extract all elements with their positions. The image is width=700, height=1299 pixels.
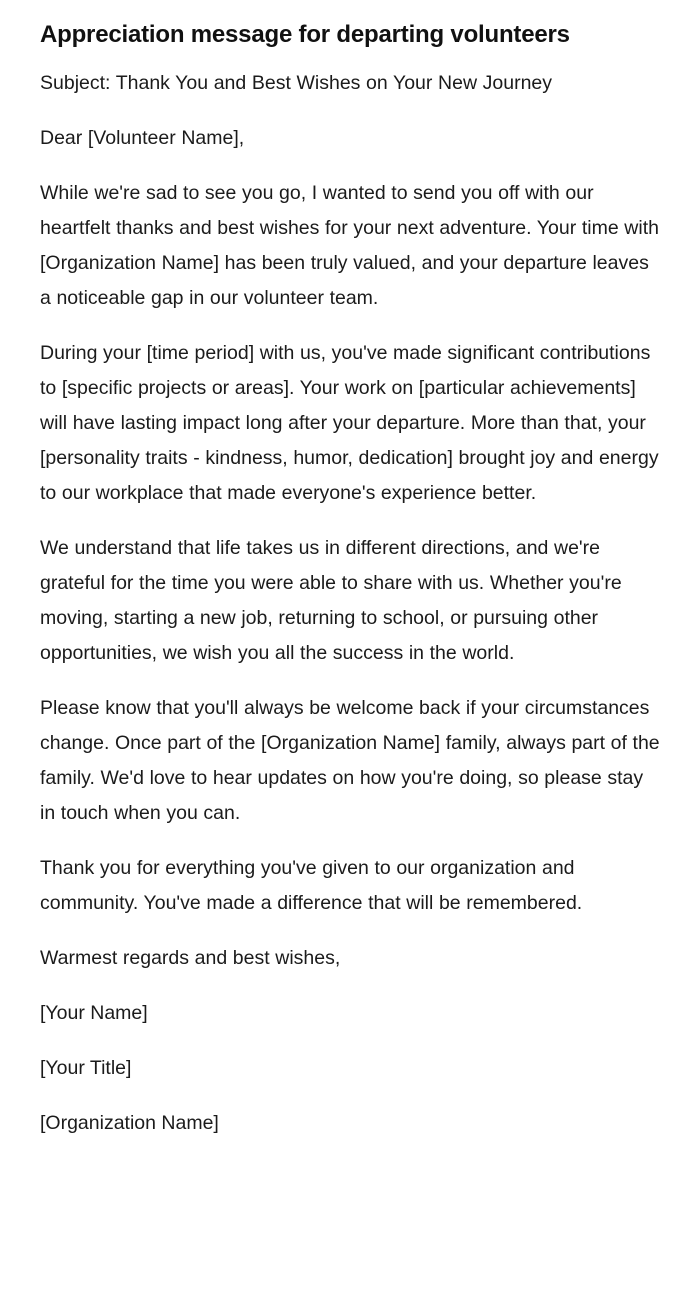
body-paragraph-4: Please know that you'll always be welcome back if your circumstances change. Once part of the [Organization Name] family, always part of the family. We'd love to hear updates on how you're doing, so please stay in touch when you can. [40, 697, 660, 824]
salutation: Dear [Volunteer Name], [40, 127, 245, 149]
closing-line: Warmest regards and best wishes, [40, 947, 341, 969]
body-paragraph-3: We understand that life takes us in different directions, and we're grateful for the time you were able to share with us. Whether you're moving, starting a new job, returning to school, or pursuing other opportunities, we wish you all the success in the world. [40, 537, 622, 664]
body-paragraph-5: Thank you for everything you've given to our organization and community. You've made a difference that will be remembered. [40, 857, 583, 914]
signature-name: [Your Name] [40, 1002, 148, 1024]
page-title: Appreciation message for departing volunteers [40, 21, 570, 48]
subject-line: Subject: Thank You and Best Wishes on Your New Journey [40, 72, 553, 94]
signature-organization: [Organization Name] [40, 1112, 219, 1134]
signature-title: [Your Title] [40, 1057, 132, 1079]
body-paragraph-2: During your [time period] with us, you've made significant contributions to [specific projects or areas]. Your work on [particular achievements] will have lasting impact long after your departure. More than that, your [personality traits - kindness, humor, dedication] brought joy and energy to our workplace that made everyone's experience better. [40, 342, 659, 504]
body-paragraph-1: While we're sad to see you go, I wanted to send you off with our heartfelt thanks and best wishes for your next adventure. Your time with [Organization Name] has been truly valued, and your departure leaves a noticeable gap in our volunteer team. [40, 182, 659, 309]
